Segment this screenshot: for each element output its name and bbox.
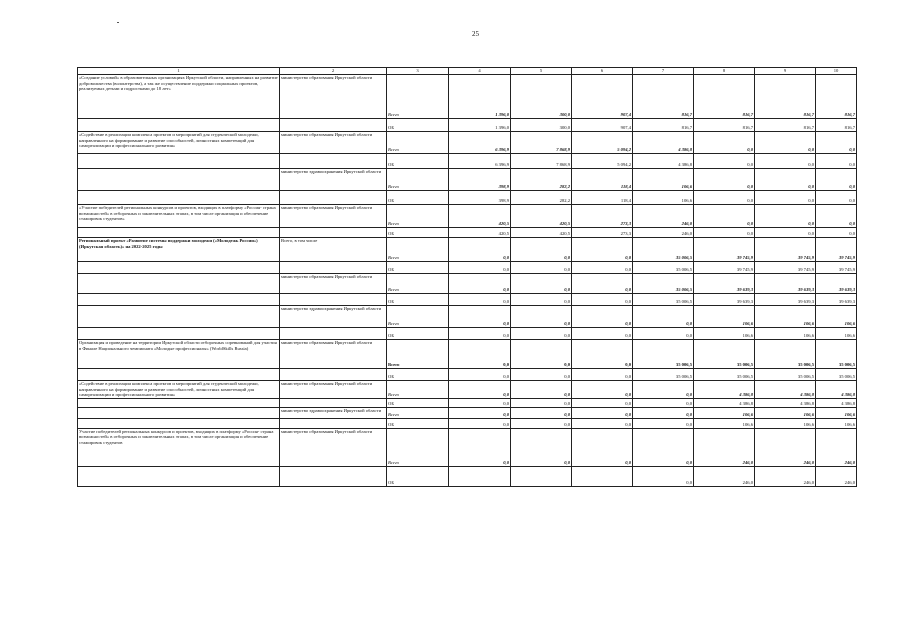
table-row (78, 428, 857, 466)
row-funding-type: ОБ (387, 191, 449, 205)
value-cell: 0,0 (633, 398, 694, 407)
value-cell: 106,6 (755, 418, 816, 428)
value-cell: 39 745,9 (694, 238, 755, 262)
table-row (78, 369, 857, 381)
value-cell: 35 006,5 (633, 238, 694, 262)
value-cell: 0,0 (511, 328, 572, 340)
column-header: 4 (449, 68, 511, 75)
value-cell: 0,0 (633, 466, 694, 486)
table-row (78, 398, 857, 407)
row-responsible (280, 369, 387, 381)
value-cell: 0,0 (449, 428, 511, 466)
value-cell: 35 006,5 (755, 369, 816, 381)
row-description (78, 191, 280, 205)
row-description (78, 169, 280, 191)
value-cell: 0,0 (755, 132, 816, 154)
value-cell: 0,0 (572, 294, 633, 306)
value-cell: 0,0 (694, 169, 755, 191)
row-funding-type: ОБ (387, 328, 449, 340)
value-cell: 0,0 (755, 205, 816, 228)
row-funding-type: Всего (387, 169, 449, 191)
table-row (78, 119, 857, 132)
value-cell: 0,0 (694, 154, 755, 169)
value-cell: 39 639,3 (694, 274, 755, 294)
value-cell: 0,0 (572, 407, 633, 418)
value-cell: 816,7 (816, 119, 857, 132)
value-cell: 0,0 (511, 238, 572, 262)
row-funding-type: ОБ (387, 119, 449, 132)
value-cell: 4 386,8 (816, 381, 857, 399)
value-cell: 4 386,8 (816, 398, 857, 407)
column-header: 10 (816, 68, 857, 75)
value-cell: 0,0 (449, 369, 511, 381)
value-cell: 0,0 (572, 428, 633, 466)
value-cell: 0,0 (572, 369, 633, 381)
value-cell: 0,0 (511, 262, 572, 274)
value-cell: 106,6 (694, 306, 755, 328)
value-cell: 35 006,5 (755, 340, 816, 369)
row-funding-type: ОБ (387, 398, 449, 407)
row-responsible (280, 328, 387, 340)
value-cell: 4 386,8 (694, 398, 755, 407)
row-responsible: министерство здравоохранения Иркутской области (280, 306, 387, 328)
row-description (78, 274, 280, 294)
row-responsible (280, 119, 387, 132)
value-cell: 0,0 (755, 228, 816, 238)
value-cell: 0,0 (633, 328, 694, 340)
row-funding-type: ОБ (387, 369, 449, 381)
value-cell: 0,0 (449, 238, 511, 262)
value-cell: 420,5 (449, 228, 511, 238)
row-funding-type: ОБ (387, 466, 449, 486)
value-cell: 0,0 (694, 205, 755, 228)
value-cell: 0,0 (572, 238, 633, 262)
value-cell: 0,0 (816, 132, 857, 154)
row-responsible (280, 294, 387, 306)
table-row (78, 381, 857, 399)
table-row (78, 407, 857, 418)
column-header: 3 (387, 68, 449, 75)
value-cell: 106,6 (755, 306, 816, 328)
value-cell: 420,5 (511, 228, 572, 238)
column-header: 6 (572, 68, 633, 75)
value-cell: 0,0 (449, 274, 511, 294)
value-cell: 0,0 (511, 381, 572, 399)
row-funding-type: ОБ (387, 154, 449, 169)
value-cell: 246,0 (816, 466, 857, 486)
value-cell: 398,9 (449, 191, 511, 205)
row-description (78, 466, 280, 486)
row-responsible: министерство образования Иркутской области (280, 381, 387, 399)
value-cell: 35 006,5 (816, 369, 857, 381)
row-description (78, 328, 280, 340)
value-cell: 282,2 (511, 169, 572, 191)
value-cell: 39 745,9 (755, 238, 816, 262)
row-description (78, 119, 280, 132)
value-cell: 0,0 (511, 294, 572, 306)
table-row (78, 262, 857, 274)
value-cell: 35 006,5 (694, 369, 755, 381)
value-cell: 0,0 (449, 294, 511, 306)
row-funding-type: Всего (387, 381, 449, 399)
value-cell (511, 466, 572, 486)
table-row (78, 75, 857, 119)
value-cell: 5 094,2 (572, 132, 633, 154)
value-cell: 0,0 (572, 328, 633, 340)
column-header: 1 (78, 68, 280, 75)
value-cell: 106,6 (816, 418, 857, 428)
row-description (78, 228, 280, 238)
value-cell: 0,0 (511, 340, 572, 369)
value-cell: 0,0 (633, 306, 694, 328)
value-cell: 106,6 (633, 169, 694, 191)
value-cell: 7 868,9 (511, 154, 572, 169)
value-cell: 39 745,9 (816, 262, 857, 274)
row-funding-type: Всего (387, 205, 449, 228)
row-description: «Содействие в реализации комплекса проектов и мероприятий для студенческой молодежи, направленного на формирование и развитие способностей, личностных компетенций для самореализации и профессионального развития» (78, 132, 280, 154)
value-cell: 118,4 (572, 169, 633, 191)
value-cell: 0,0 (572, 306, 633, 328)
value-cell: 4 386,8 (755, 398, 816, 407)
value-cell: 0,0 (511, 274, 572, 294)
value-cell: 0,0 (755, 169, 816, 191)
value-cell: 816,7 (633, 119, 694, 132)
value-cell: 106,6 (816, 407, 857, 418)
value-cell: 106,6 (816, 328, 857, 340)
value-cell: 0,0 (755, 154, 816, 169)
value-cell: 0,0 (572, 262, 633, 274)
value-cell: 300,0 (511, 119, 572, 132)
value-cell: 106,6 (633, 191, 694, 205)
table-row (78, 466, 857, 486)
value-cell (572, 466, 633, 486)
row-responsible (280, 191, 387, 205)
table-row (78, 238, 857, 262)
column-header: 7 (633, 68, 694, 75)
row-responsible: министерство образования Иркутской области (280, 428, 387, 466)
column-header: 9 (755, 68, 816, 75)
row-responsible (280, 398, 387, 407)
value-cell: 0,0 (633, 428, 694, 466)
value-cell: 118,4 (572, 191, 633, 205)
table-row (78, 169, 857, 191)
value-cell: 5 094,2 (572, 154, 633, 169)
value-cell: 35 006,5 (633, 294, 694, 306)
table-row (78, 228, 857, 238)
table-row (78, 418, 857, 428)
value-cell: 4 386,8 (755, 381, 816, 399)
row-responsible: министерство здравоохранения Иркутской области (280, 169, 387, 191)
row-responsible: министерство образования Иркутской области (280, 132, 387, 154)
table-row (78, 191, 857, 205)
value-cell: 816,7 (633, 75, 694, 119)
value-cell: 39 639,3 (755, 274, 816, 294)
value-cell: 0,0 (694, 228, 755, 238)
value-cell: 0,0 (449, 306, 511, 328)
value-cell: 39 639,3 (816, 294, 857, 306)
value-cell: 420,5 (511, 205, 572, 228)
value-cell: 4 386,8 (694, 381, 755, 399)
row-description (78, 398, 280, 407)
value-cell: 0,0 (511, 428, 572, 466)
scan-mark (117, 22, 119, 23)
row-responsible: Всего, в том числе (280, 238, 387, 262)
row-funding-type: Всего (387, 407, 449, 418)
row-funding-type: Всего (387, 340, 449, 369)
row-description (78, 154, 280, 169)
row-description: «Содействие в реализации комплекса проектов и мероприятий для студенческой молодежи, направленного на формирование и развитие способностей, личностных компетенций для самореализации и профессионального развития» (78, 381, 280, 399)
row-funding-type: Всего (387, 132, 449, 154)
table-row (78, 306, 857, 328)
value-cell: 0,0 (511, 398, 572, 407)
value-cell: 39 639,3 (694, 294, 755, 306)
value-cell: 106,6 (755, 407, 816, 418)
value-cell: 0,0 (449, 262, 511, 274)
value-cell: 0,0 (633, 418, 694, 428)
value-cell: 0,0 (449, 418, 511, 428)
value-cell: 246,0 (755, 428, 816, 466)
row-funding-type: ОБ (387, 262, 449, 274)
value-cell: 6 396,9 (449, 132, 511, 154)
table-row (78, 205, 857, 228)
value-cell: 0,0 (694, 191, 755, 205)
value-cell: 1 396,0 (449, 75, 511, 119)
value-cell: 0,0 (816, 228, 857, 238)
row-funding-type: ОБ (387, 418, 449, 428)
value-cell: 246,0 (694, 428, 755, 466)
row-funding-type: Всего (387, 75, 449, 119)
row-description (78, 306, 280, 328)
value-cell: 273,3 (572, 205, 633, 228)
value-cell: 39 745,9 (816, 238, 857, 262)
value-cell: 0,0 (572, 381, 633, 399)
row-responsible (280, 418, 387, 428)
value-cell: 816,7 (755, 75, 816, 119)
column-header: 5 (511, 68, 572, 75)
value-cell: 35 006,5 (633, 262, 694, 274)
value-cell: 35 006,5 (633, 340, 694, 369)
value-cell: 0,0 (572, 398, 633, 407)
value-cell: 35 006,5 (694, 340, 755, 369)
value-cell: 0,0 (755, 191, 816, 205)
value-cell: 907,4 (572, 75, 633, 119)
row-description (78, 262, 280, 274)
value-cell: 0,0 (511, 418, 572, 428)
row-description (78, 407, 280, 418)
row-funding-type: Всего (387, 306, 449, 328)
value-cell: 106,6 (694, 328, 755, 340)
row-description (78, 369, 280, 381)
value-cell: 816,7 (816, 75, 857, 119)
value-cell: 816,7 (694, 119, 755, 132)
value-cell: 0,0 (572, 418, 633, 428)
row-description: Участие победителей региональных конкурсов и проектов, входящих в платформу «Россия- страна возможностей» в отборочных и заключительных этапах, в том числе организация и обеспечение стажировок студентов (78, 428, 280, 466)
value-cell: 0,0 (511, 306, 572, 328)
value-cell: 246,0 (694, 466, 755, 486)
row-responsible (280, 154, 387, 169)
table-row (78, 328, 857, 340)
column-header: 2 (280, 68, 387, 75)
value-cell: 246,0 (816, 428, 857, 466)
value-cell: 35 006,5 (633, 369, 694, 381)
row-funding-type: ОБ (387, 228, 449, 238)
table-row (78, 154, 857, 169)
value-cell: 300,0 (511, 75, 572, 119)
row-description: «Создание условий» в образовательных организациях Иркутской области, направленных на развитие добровольчества (волонтерства), а так же осуществление поддержки социальных проектов, реализуемых детьми и подростками до 18 лет» (78, 75, 280, 119)
row-responsible: министерство здравоохранения Иркутской области (280, 407, 387, 418)
value-cell: 0,0 (449, 328, 511, 340)
value-cell: 39 745,9 (694, 262, 755, 274)
value-cell: 106,6 (755, 328, 816, 340)
page-number: 25 (472, 30, 479, 38)
value-cell: 106,6 (694, 418, 755, 428)
table-row (78, 274, 857, 294)
value-cell: 246,0 (755, 466, 816, 486)
value-cell: 0,0 (633, 407, 694, 418)
value-cell: 106,6 (816, 306, 857, 328)
value-cell: 0,0 (449, 407, 511, 418)
table-body (78, 68, 857, 487)
column-header: 8 (694, 68, 755, 75)
row-description: Организация и проведение на территории Иркутской области отборочных соревнований для участия в Финале Национального чемпионата «Молодые профессионалы» (WorldSkills Russia) (78, 340, 280, 369)
value-cell: 816,7 (755, 119, 816, 132)
table-row (78, 294, 857, 306)
row-funding-type: Всего (387, 428, 449, 466)
value-cell: 1 396,0 (449, 119, 511, 132)
value-cell: 4 386,8 (633, 132, 694, 154)
value-cell: 0,0 (816, 169, 857, 191)
value-cell: 246,0 (633, 228, 694, 238)
value-cell: 0,0 (449, 340, 511, 369)
value-cell: 35 006,5 (633, 274, 694, 294)
value-cell: 282,2 (511, 191, 572, 205)
budget-table (77, 67, 857, 487)
value-cell: 106,6 (694, 407, 755, 418)
row-responsible (280, 228, 387, 238)
value-cell: 4 386,8 (633, 154, 694, 169)
value-cell: 0,0 (816, 154, 857, 169)
value-cell: 246,0 (633, 205, 694, 228)
row-description (78, 294, 280, 306)
header-row (78, 68, 857, 75)
value-cell: 0,0 (572, 340, 633, 369)
value-cell: 0,0 (816, 191, 857, 205)
row-responsible (280, 466, 387, 486)
row-funding-type: Всего (387, 274, 449, 294)
value-cell: 907,4 (572, 119, 633, 132)
value-cell: 0,0 (449, 381, 511, 399)
value-cell: 6 396,9 (449, 154, 511, 169)
value-cell: 0,0 (694, 132, 755, 154)
value-cell: 35 006,5 (816, 340, 857, 369)
row-responsible (280, 262, 387, 274)
value-cell: 0,0 (449, 398, 511, 407)
table-row (78, 340, 857, 369)
value-cell: 0,0 (511, 369, 572, 381)
row-responsible: министерство образования Иркутской области (280, 205, 387, 228)
value-cell: 398,9 (449, 169, 511, 191)
row-responsible: министерство образования Иркутской области (280, 274, 387, 294)
row-funding-type: ОБ (387, 294, 449, 306)
row-responsible: министерство образования Иркутской области (280, 340, 387, 369)
row-funding-type: Всего (387, 238, 449, 262)
row-description (78, 418, 280, 428)
value-cell: 0,0 (572, 274, 633, 294)
row-responsible: министерство образования Иркутской области (280, 75, 387, 119)
value-cell: 39 745,9 (755, 262, 816, 274)
value-cell: 39 639,3 (755, 294, 816, 306)
value-cell: 0,0 (816, 205, 857, 228)
value-cell (449, 466, 511, 486)
row-description: Региональный проект «Развитие системы поддержки молодежи («Молодежь России») (Иркутская область)» на 2022-2025 годы (78, 238, 280, 262)
value-cell: 0,0 (633, 381, 694, 399)
value-cell: 273,3 (572, 228, 633, 238)
table-row (78, 132, 857, 154)
value-cell: 420,5 (449, 205, 511, 228)
value-cell: 0,0 (511, 407, 572, 418)
row-description: «Участие победителей региональных конкурсов и проектов, входящих в платформу «Россия- страна возможностей» в отборочных и заключительных этапах, в том числе организация и обеспечение стажировок студентов» (78, 205, 280, 228)
value-cell: 39 639,3 (816, 274, 857, 294)
value-cell: 7 868,9 (511, 132, 572, 154)
value-cell: 816,7 (694, 75, 755, 119)
